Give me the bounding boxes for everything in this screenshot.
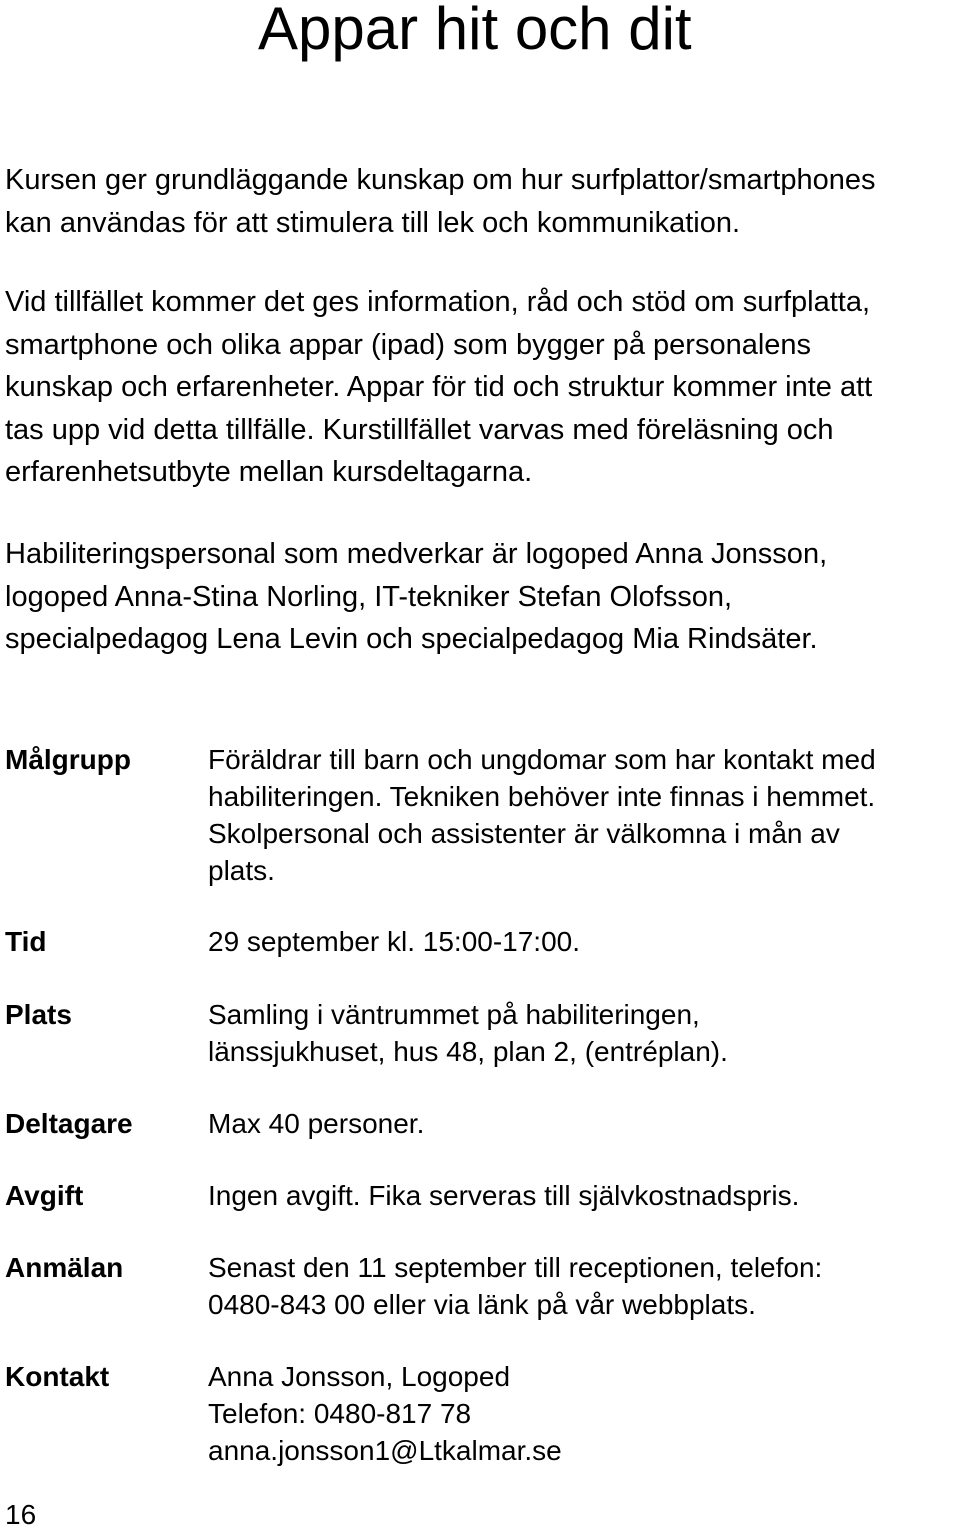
staff-line: Habiliteringspersonal som medverkar är logoped Anna Jonsson, [5, 538, 828, 570]
info-label: Avgift [5, 1180, 84, 1211]
info-label: Tid [5, 926, 47, 957]
contact-email: anna.jonsson1@Ltkalmar.se [208, 1435, 562, 1466]
info-value: Samling i väntrummet på habiliteringen, länssjukhuset, hus 48, plan 2, (entréplan). [208, 999, 728, 1067]
staff-line: specialpedagog Lena Levin och specialpedagog Mia Rindsäter. [5, 623, 818, 655]
intro-line: kan användas för att stimulera till lek och kommunikation. [5, 206, 741, 239]
description-line: smartphone och olika appar (ipad) som bygger på personalens [5, 328, 812, 361]
info-value: Ingen avgift. Fika serveras till självkostnadspris. [208, 1180, 800, 1211]
staff-paragraph [5, 533, 827, 661]
info-label: Anmälan [5, 1252, 124, 1283]
info-label: Deltagare [5, 1108, 133, 1139]
description-line: kunskap och erfarenheter. Appar för tid och struktur kommer inte att [5, 371, 873, 403]
description-line: tas upp vid detta tillfälle. Kurstillfället varvas med föreläsning och [5, 413, 834, 446]
description-paragraph [5, 281, 872, 494]
info-value: Anna Jonsson, Logoped Telefon: 0480-817 78 anna.jonsson1@Ltkalmar.se [208, 1358, 562, 1469]
description-line: erfarenhetsutbyte mellan kursdeltagarna. [5, 456, 533, 488]
info-value: Föräldrar till barn och ungdomar som har kontakt med habiliteringen. Tekniken behöver inte finnas i hemmet. Skolpersonal och assistenter är välkomna i mån av plats. [208, 744, 876, 886]
description-line: Vid tillfället kommer det ges information, råd och stöd om surfplatta, [5, 286, 871, 318]
staff-line: logoped Anna-Stina Norling, IT-tekniker Stefan Olofsson, [5, 580, 733, 613]
info-value: Max 40 personer. [208, 1108, 425, 1139]
info-label: Målgrupp [5, 744, 131, 775]
intro-line: Kursen ger grundläggande kunskap om hur surfplattor/smartphones [5, 164, 876, 196]
info-label: Kontakt [5, 1361, 110, 1392]
info-value: Senast den 11 september till receptionen, telefon: 0480-843 00 eller via länk på vår webbplats. [208, 1252, 823, 1320]
page-number: 16 [5, 1499, 37, 1530]
info-value: 29 september kl. 15:00-17:00. [208, 926, 581, 957]
page-title: Appar hit och dit [258, 0, 692, 62]
intro-paragraph [5, 159, 876, 244]
info-label: Plats [5, 999, 72, 1030]
